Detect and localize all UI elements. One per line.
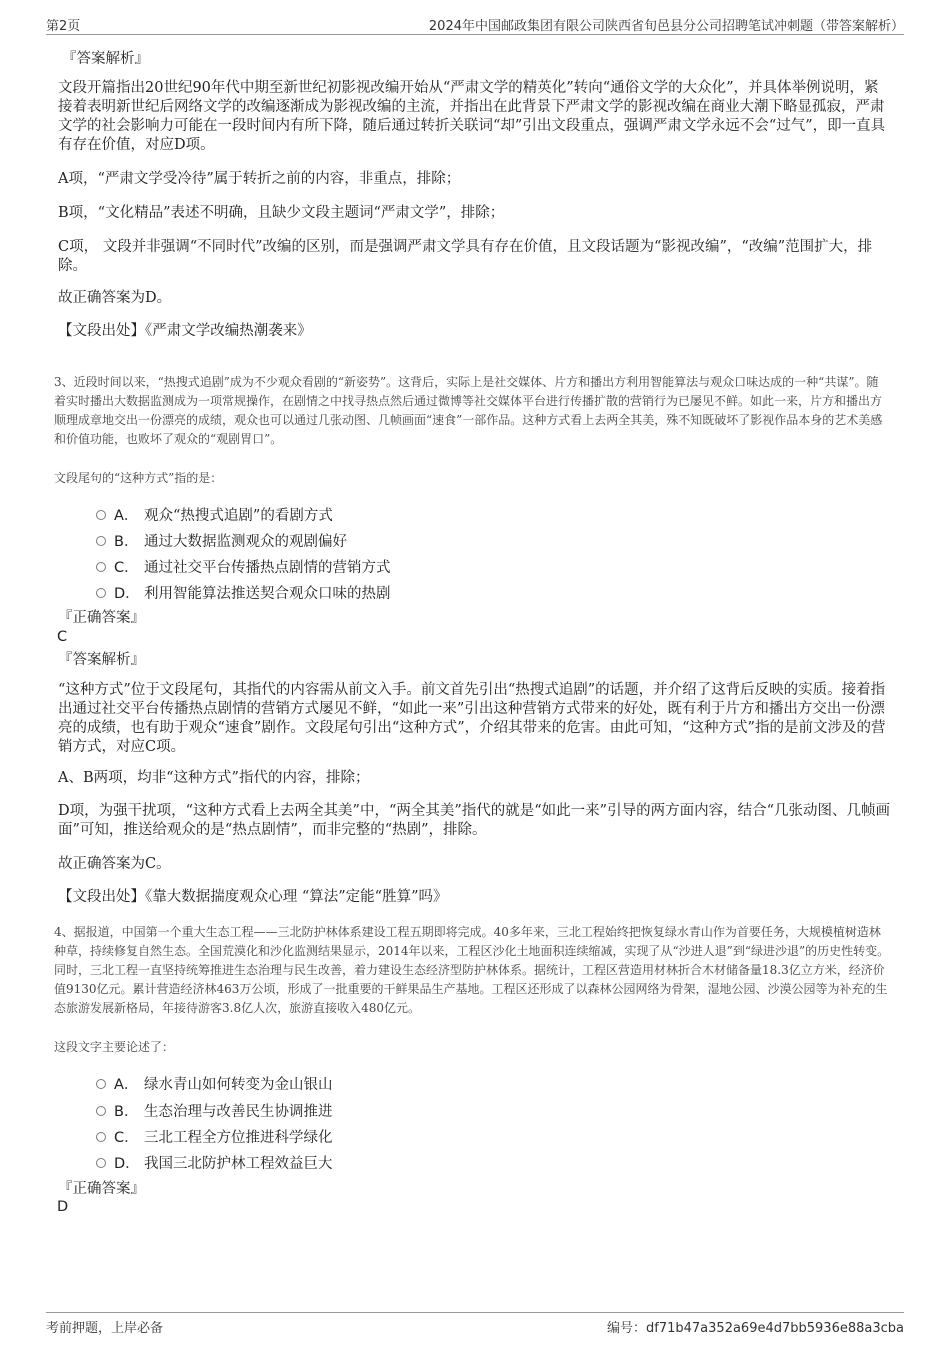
source-citation: 【文段出处】《靠大数据揣度观众心理 “算法”定能“胜算”吗》 [58,889,448,905]
analysis-paragraph: B项，“文化精品”表述不明确，且缺少文段主题词“严肃文学”，排除； [58,205,505,221]
conclusion: 故正确答案为D。 [58,290,172,306]
option-a[interactable] [96,504,596,524]
page-header [46,12,904,35]
document-id: 编号：df71b47a352a69e4d7bb5936e88a3cba [607,1321,904,1336]
radio-icon[interactable] [96,1158,106,1168]
option-letter: A． [114,508,139,524]
option-b[interactable] [96,1100,596,1120]
option-text: 我国三北防护林工程效益巨大 [144,1156,333,1172]
option-text: 绿水青山如何转变为金山银山 [144,1077,333,1093]
option-a[interactable] [96,1073,596,1093]
radio-icon[interactable] [96,562,106,572]
analysis-paragraph: “这种方式”位于文段尾句，其指代的内容需从前文入手。前文首先引出“热搜式追剧”的话题，并介绍了这背后反映的实质。接着指出通过社交平台传播热点剧情的营销方式屡见不鲜，“如此一来”引出这种营销方式带来的好处，既有利于片方和播出方交出一份漂亮的成绩，也有助于观众“速食”剧作。文段尾句引出“这种方式”，介绍其带来的危害。由此可知，“这种方式”指的是前文涉及的营销方式，对应C项。 [58,682,886,755]
option-c[interactable] [96,556,596,576]
option-text: 利用智能算法推送契合观众口味的热剧 [144,586,391,602]
question-prompt: 文段尾句的“这种方式”指的是： [54,471,223,485]
correct-answer-label: 『正确答案』 [58,1181,145,1197]
question-prompt: 这段文字主要论述了： [54,1040,175,1054]
option-text: 生态治理与改善民生协调推进 [144,1104,333,1120]
option-letter: D． [114,1156,140,1172]
document-title: 2024年中国邮政集团有限公司陕西省旬邑县分公司招聘笔试冲刺题（带答案解析） [428,19,904,34]
source-citation: 【文段出处】《严肃文学改编热潮袭来》 [58,323,312,339]
conclusion: 故正确答案为C。 [58,856,171,872]
question-stem: 4、据报道，中国第一个重大生态工程——三北防护林体系建设工程五期即将完成。40多年来，三北工程始终把恢复绿水青山作为首要任务，大规模植树造林种草，持续修复自然生态。全国荒漠化和沙化监测结果显示，2014年以来，工程区沙化土地面积连续缩减，实现了从“沙进人退”到“绿进沙退”的历史性转变。同时，三北工程一直坚持统筹推进生态治理与民生改善，着力建设生态经济型防护林体系。据统计，工程区营造用材林折合木材储备量18.3亿立方米，经济价值9130亿元。累计营造经济林463万公顷，形成了一批重要的干鲜果品生产基地。工程区还形成了以森林公园网络为骨架，湿地公园、沙漠公园等为补充的生态旅游发展新格局，年接待游客3.8亿人次，旅游直接收入480亿元。 [54,925,890,1015]
correct-answer: C [57,629,68,645]
page-number: 第2页 [46,19,81,34]
option-letter: A． [114,1077,139,1093]
radio-icon[interactable] [96,1106,106,1116]
analysis-paragraph: 文段开篇指出20世纪90年代中期至新世纪初影视改编开始从“严肃文学的精英化”转向“通俗文学的大众化”，并具体举例说明，紧接着表明新世纪后网络文学的改编逐渐成为影视改编的主流，并指出在此背景下严肃文学的影视改编在商业大潮下略显孤寂，严肃文学的社会影响力可能在一段时间内有所下降，随后通过转折关联词“却”引出文段重点，强调严肃文学永远不会“过气”，即一直具有存在价值，对应D项。 [58,80,886,153]
radio-icon[interactable] [96,536,106,546]
analysis-paragraph: A、B两项，均非“这种方式”指代的内容，排除； [58,770,370,786]
option-text: 通过大数据监测观众的观剧偏好 [144,534,347,550]
footer-slogan: 考前押题，上岸必备 [46,1321,164,1336]
option-letter: C． [114,560,139,576]
option-text: 观众“热搜式追剧”的看剧方式 [144,508,333,524]
radio-icon[interactable] [96,510,106,520]
option-letter: D． [114,586,140,602]
option-d[interactable] [96,1152,596,1172]
option-letter: B． [114,534,139,550]
correct-answer-label: 『正确答案』 [58,610,145,626]
analysis-paragraph: A项，“严肃文学受冷待”属于转折之前的内容，非重点，排除； [58,171,461,187]
option-text: 通过社交平台传播热点剧情的营销方式 [144,560,391,576]
correct-answer: D [57,1199,69,1215]
radio-icon[interactable] [96,588,106,598]
analysis-label: 『答案解析』 [58,652,145,668]
analysis-paragraph: D项，为强干扰项，“这种方式看上去两全其美”中，“两全其美”指代的就是“如此一来”引导的两方面内容，结合“几张动图、几帧画面”可知，推送给观众的是“热点剧情”，而非完整的“热剧”，排除。 [58,803,891,838]
option-letter: B． [114,1104,139,1120]
radio-icon[interactable] [96,1132,106,1142]
page-footer [46,1312,904,1337]
analysis-label: 『答案解析』 [62,51,149,67]
analysis-paragraph: C项， 文段并非强调“不同时代”改编的区别，而是强调严肃文学具有存在价值，且文段话题为“影视改编”，“改编”范围扩大，排除。 [58,239,873,274]
option-c[interactable] [96,1126,596,1146]
option-text: 三北工程全方位推进科学绿化 [144,1130,333,1146]
radio-icon[interactable] [96,1079,106,1089]
option-b[interactable] [96,530,596,550]
question-stem: 3、近段时间以来，“热搜式追剧”成为不少观众看剧的“新姿势”。这背后，实际上是社交媒体、片方和播出方利用智能算法与观众口味达成的一种“共谋”。随着实时播出大数据监测成为一项常规操作，在剧情之中找寻热点然后通过微博等社交媒体平台进行传播扩散的营销行为已屡见不鲜。如此一来，片方和播出方顺理成章地交出一份漂亮的成绩，观众也可以通过几张动图、几帧画面“速食”一部作品。这种方式看上去两全其美，殊不知既破坏了影视作品本身的艺术美感和价值功能，也败坏了观众的“观剧胃口”。 [54,375,883,446]
option-d[interactable] [96,582,596,602]
option-letter: C． [114,1130,139,1146]
